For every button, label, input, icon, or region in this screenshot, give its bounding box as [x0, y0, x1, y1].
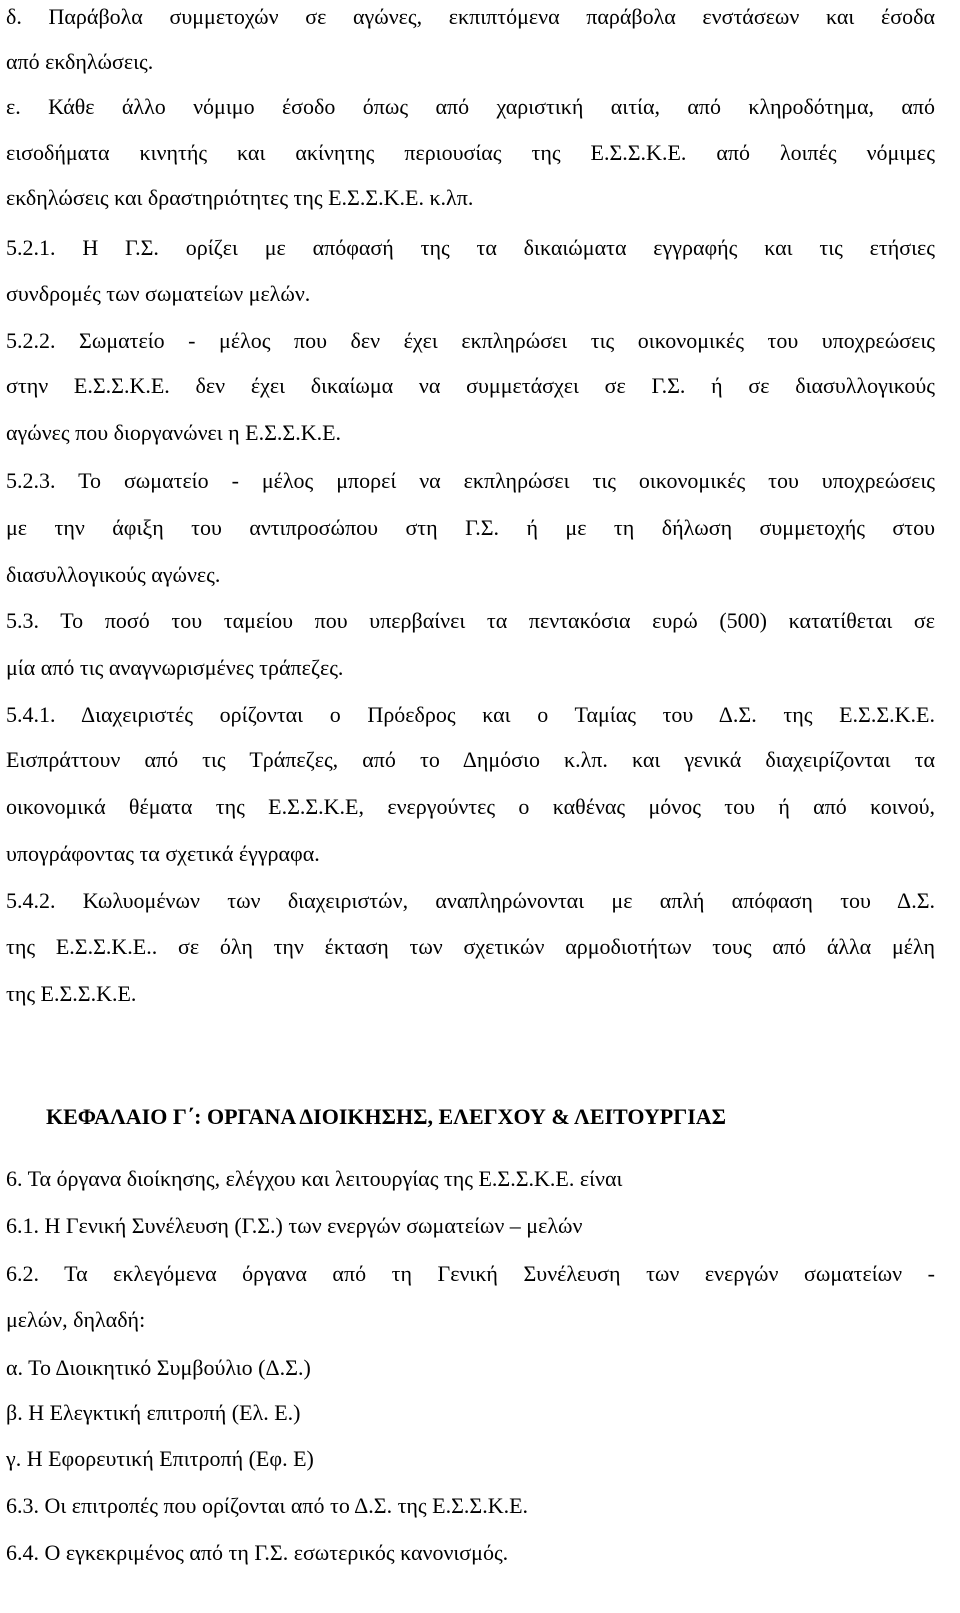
text-line: 5.3. Το ποσό του ταμείου που υπερβαίνει τα πεντακόσια ευρώ (500) κατατίθεται σε	[6, 608, 935, 633]
text-line: 6.2. Τα εκλεγόμενα όργανα από τη Γενική Συνέλευση των ενεργών σωματείων -	[6, 1261, 935, 1286]
text-line: ε. Κάθε άλλο νόμιμο έσοδο όπως από χαριστική αιτία, από κληροδότημα, από	[6, 94, 935, 119]
text-line: της Ε.Σ.Σ.Κ.Ε.. σε όλη την έκταση των σχετικών αρμοδιοτήτων τους από άλλα μέλη	[6, 934, 935, 959]
text-line: 5.4.2. Κωλυομένων των διαχειριστών, αναπληρώνονται με απλή απόφαση του Δ.Σ.	[6, 888, 935, 913]
text-line: β. Η Ελεγκτική επιτροπή (Ελ. Ε.)	[6, 1400, 301, 1425]
text-line: εισοδήματα κινητής και ακίνητης περιουσίας της Ε.Σ.Σ.Κ.Ε. από λοιπές νόμιμες	[6, 140, 935, 165]
text-line: εκδηλώσεις και δραστηριότητες της Ε.Σ.Σ.Κ.Ε. κ.λπ.	[6, 185, 474, 210]
text-line: διασυλλογικούς αγώνες.	[6, 562, 221, 587]
text-line: 6. Τα όργανα διοίκησης, ελέγχου και λειτουργίας της Ε.Σ.Σ.Κ.Ε. είναι	[6, 1166, 623, 1191]
text-line: γ. Η Εφορευτική Επιτροπή (Εφ. Ε)	[6, 1446, 314, 1471]
text-line: 5.4.1. Διαχειριστές ορίζονται ο Πρόεδρος και ο Ταμίας του Δ.Σ. της Ε.Σ.Σ.Κ.Ε.	[6, 702, 935, 727]
text-line: με την άφιξη του αντιπροσώπου στη Γ.Σ. ή με τη δήλωση συμμετοχής στου	[6, 515, 935, 540]
text-line: μελών, δηλαδή:	[6, 1307, 146, 1332]
text-line: υπογράφοντας τα σχετικά έγγραφα.	[6, 841, 320, 866]
text-line: οικονομικά θέματα της Ε.Σ.Σ.Κ.Ε, ενεργούντες ο καθένας μόνος του ή από κοινού,	[6, 794, 935, 819]
text-line: 5.2.3. Το σωματείο - μέλος μπορεί να εκπληρώσει τις οικονομικές του υποχρεώσεις	[6, 468, 935, 493]
text-line: μία από τις αναγνωρισμένες τράπεζες.	[6, 655, 344, 680]
text-line: 5.2.2. Σωματείο - μέλος που δεν έχει εκπληρώσει τις οικονομικές του υποχρεώσεις	[6, 328, 935, 353]
text-line: από εκδηλώσεις.	[6, 49, 154, 74]
text-line: της Ε.Σ.Σ.Κ.Ε.	[6, 981, 137, 1006]
text-line: α. Το Διοικητικό Συμβούλιο (Δ.Σ.)	[6, 1355, 311, 1380]
text-line: δ. Παράβολα συμμετοχών σε αγώνες, εκπιπτόμενα παράβολα ενστάσεων και έσοδα	[6, 4, 935, 29]
chapter-heading: ΚΕΦΑΛΑΙΟ Γ΄: ΟΡΓΑΝΑ ΔΙΟΙΚΗΣΗΣ, ΕΛΕΓΧΟΥ & ΛΕΙΤΟΥΡΓΙΑΣ	[46, 1104, 727, 1129]
text-line: 6.3. Οι επιτροπές που ορίζονται από το Δ.Σ. της Ε.Σ.Σ.Κ.Ε.	[6, 1493, 529, 1518]
text-line: αγώνες που διοργανώνει η Ε.Σ.Σ.Κ.Ε.	[6, 420, 342, 445]
text-line: στην Ε.Σ.Σ.Κ.Ε. δεν έχει δικαίωμα να συμμετάσχει σε Γ.Σ. ή σε διασυλλογικούς	[6, 373, 935, 398]
text-line: 6.4. Ο εγκεκριμένος από τη Γ.Σ. εσωτερικός κανονισμός.	[6, 1540, 509, 1565]
text-line: Εισπράττουν από τις Τράπεζες, από το Δημόσιο κ.λπ. και γενικά διαχειρίζονται τα	[6, 747, 935, 772]
text-line: 6.1. Η Γενική Συνέλευση (Γ.Σ.) των ενεργών σωματείων – μελών	[6, 1213, 583, 1238]
text-line: 5.2.1. Η Γ.Σ. ορίζει με απόφασή της τα δικαιώματα εγγραφής και τις ετήσιες	[6, 235, 935, 260]
text-line: συνδρομές των σωματείων μελών.	[6, 281, 311, 306]
